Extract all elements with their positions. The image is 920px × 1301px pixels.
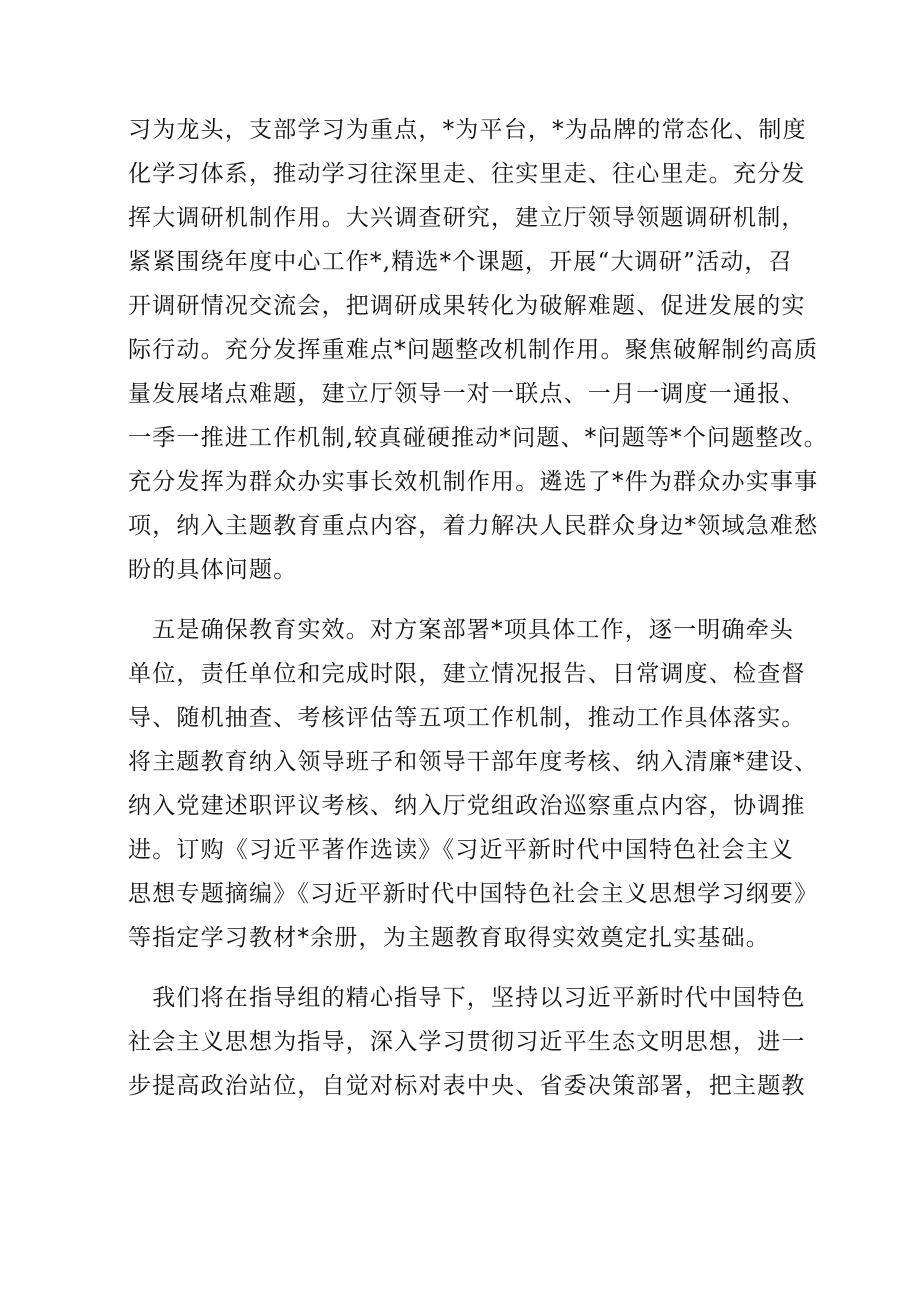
- text-line: 习为龙头，支部学习为重点，*为平台，*为品牌的常态化、制度: [128, 117, 807, 143]
- document-body: [128, 108, 829, 1108]
- text-line: 将主题教育纳入领导班子和领导干部年度考核、纳入清廉*建设、: [128, 749, 819, 775]
- text-line: 量发展堵点难题，建立厅领导一对一联点、一月一调度一通报、: [128, 381, 806, 407]
- text-line: 挥大调研机制作用。大兴调查研究，建立厅领导领题调研机制，: [128, 205, 806, 231]
- text-line: 社会主义思想为指导，深入学习贯彻习近平生态文明思想，进一: [128, 1029, 806, 1055]
- text-line: 际行动。充分发挥重难点*问题整改机制作用。聚焦破解制约高质: [128, 337, 819, 363]
- text-line: 五是确保教育实效。对方案部署*项具体工作，逐一明确牵头: [128, 617, 795, 643]
- text-line: 进。订购《习近平著作选读》《习近平新时代中国特色社会主义: [128, 837, 795, 863]
- text-line: 紧紧围绕年度中心工作*,精选*个课题，开展“大调研”活动，召: [128, 249, 793, 275]
- text-line: 等指定学习教材*余册，为主题教育取得实效奠定扎实基础。: [128, 925, 770, 951]
- text-line: 步提高政治站位，自觉对标对表中央、省委决策部署，把主题教: [128, 1073, 806, 1099]
- paragraph-gap: [128, 960, 808, 976]
- text-line: 化学习体系，推动学习往深里走、往实里走、往心里走。充分发: [128, 161, 806, 187]
- paragraph-2: [128, 608, 819, 960]
- text-line: 项，纳入主题教育重点内容，着力解决人民群众身边*领域急难愁: [128, 513, 819, 539]
- text-line: 我们将在指导组的精心指导下，坚持以习近平新时代中国特色: [128, 985, 806, 1011]
- text-line: 纳入党建述职评议考核、纳入厅党组政治巡察重点内容，协调推: [128, 793, 806, 819]
- text-line: 单位，责任单位和完成时限，建立情况报告、日常调度、检查督: [128, 661, 806, 687]
- text-line: 导、随机抽查、考核评估等五项工作机制，推动工作具体落实。: [128, 705, 806, 731]
- paragraph-gap: [128, 592, 808, 608]
- paragraph-3: [128, 976, 808, 1108]
- paragraph-1: [128, 108, 829, 592]
- text-line: 思想专题摘编》《习近平新时代中国特色社会主义思想学习纲要》: [128, 881, 819, 907]
- text-line: 开调研情况交流会，把调研成果转化为破解难题、促进发展的实: [128, 293, 806, 319]
- text-line: 盼的具体问题。: [128, 557, 298, 583]
- text-line: 一季一推进工作机制,较真碰硬推动*问题、*问题等*个问题整改。: [128, 425, 829, 451]
- text-line: 充分发挥为群众办实事长效机制作用。遴选了*件为群众办实事事: [128, 469, 819, 495]
